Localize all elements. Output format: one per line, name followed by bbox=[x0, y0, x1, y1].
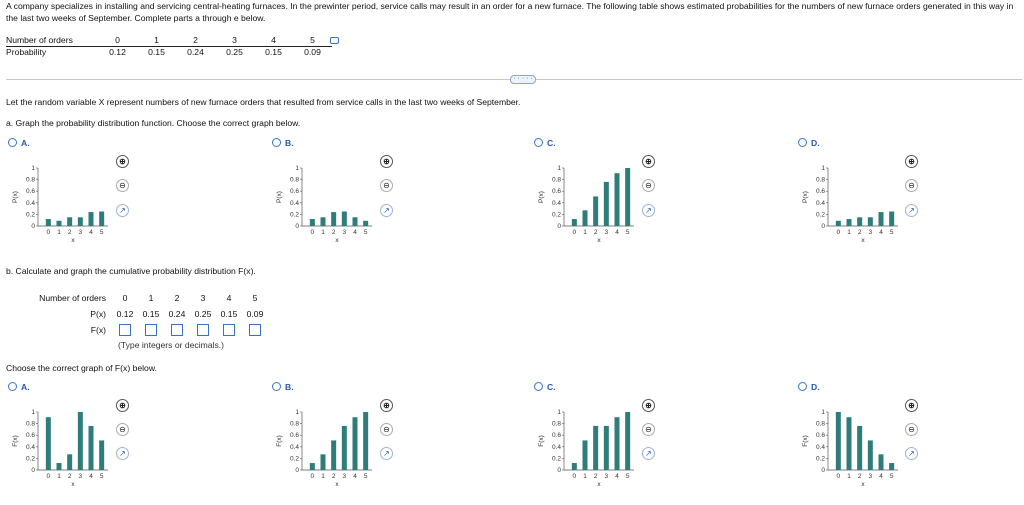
x-tick-label: 4 bbox=[353, 229, 357, 236]
zoom-in-icon[interactable]: ⊕ bbox=[380, 399, 393, 412]
bar bbox=[99, 440, 104, 470]
y-tick-label: 0 bbox=[31, 223, 35, 230]
bar bbox=[857, 217, 862, 226]
y-tick-label: 0.2 bbox=[551, 455, 561, 463]
bar bbox=[868, 440, 873, 470]
x-axis-label: x bbox=[861, 237, 865, 244]
prob-cell: 0.09 bbox=[304, 46, 321, 57]
bar bbox=[879, 212, 884, 226]
pdf-chart-option-a bbox=[8, 160, 118, 244]
zoom-in-icon[interactable]: ⊕ bbox=[116, 155, 129, 168]
y-tick-label: 0 bbox=[821, 223, 825, 230]
y-tick-label: 1 bbox=[295, 409, 299, 416]
popout-icon[interactable]: ↗ bbox=[116, 447, 129, 460]
radio-b-option-b[interactable] bbox=[272, 382, 281, 391]
zoom-in-icon[interactable]: ⊕ bbox=[905, 399, 918, 412]
y-tick-label: 0.4 bbox=[551, 443, 561, 451]
cdf-px-label: P(x) bbox=[90, 309, 106, 319]
prob-cell: 0.25 bbox=[226, 46, 243, 57]
x-tick-label: 1 bbox=[583, 473, 587, 480]
x-tick-label: 5 bbox=[363, 473, 368, 480]
x-tick-label: 4 bbox=[353, 473, 357, 480]
popout-icon[interactable]: ↗ bbox=[380, 447, 393, 460]
order-cell: 2 bbox=[176, 35, 215, 46]
cdf-order-cell: 2 bbox=[174, 293, 180, 303]
prob-cell: 0.15 bbox=[265, 46, 282, 57]
option-d-label: D. bbox=[811, 138, 820, 148]
y-tick-label: 0.4 bbox=[25, 199, 35, 207]
y-tick-label: 1 bbox=[557, 409, 561, 416]
bar bbox=[310, 219, 315, 226]
bar bbox=[67, 454, 72, 470]
x-tick-label: 2 bbox=[857, 473, 862, 480]
zoom-out-icon[interactable]: ⊖ bbox=[642, 179, 655, 192]
x-tick-label: 4 bbox=[89, 229, 93, 236]
x-tick-label: 2 bbox=[593, 473, 598, 480]
prob-cell: 0.24 bbox=[187, 46, 204, 57]
y-tick-label: 0.8 bbox=[289, 420, 299, 428]
bar bbox=[353, 417, 358, 470]
x-tick-label: 0 bbox=[836, 229, 841, 236]
cdf-order-cell: 0 bbox=[122, 293, 128, 303]
cdf-order-cell: 4 bbox=[226, 293, 232, 303]
y-axis-label: F(x) bbox=[12, 435, 19, 447]
zoom-out-icon[interactable]: ⊖ bbox=[905, 179, 918, 192]
y-tick-label: 1 bbox=[821, 409, 825, 416]
y-tick-label: 0.8 bbox=[551, 176, 561, 184]
bar bbox=[331, 212, 336, 226]
bar bbox=[615, 173, 620, 226]
x-tick-label: 0 bbox=[46, 473, 51, 480]
bar bbox=[879, 454, 884, 470]
bar bbox=[572, 219, 577, 226]
zoom-out-icon[interactable]: ⊖ bbox=[905, 423, 918, 436]
bar bbox=[625, 412, 630, 470]
y-axis-label: F(x) bbox=[538, 435, 545, 447]
cdf-order-cell: 3 bbox=[200, 293, 206, 303]
radio-b-option-c[interactable] bbox=[534, 382, 543, 391]
bar bbox=[67, 217, 72, 226]
y-tick-label: 0.8 bbox=[551, 420, 561, 428]
option-d-label: D. bbox=[811, 382, 820, 392]
bar bbox=[583, 440, 588, 470]
cdf-order-cell: 1 bbox=[148, 293, 154, 303]
x-tick-label: 5 bbox=[99, 473, 104, 480]
option-c-label: C. bbox=[547, 138, 556, 148]
bar bbox=[89, 426, 94, 470]
zoom-out-icon[interactable]: ⊖ bbox=[642, 423, 655, 436]
bar bbox=[321, 454, 326, 470]
part-a-prompt: a. Graph the probability distribution function. Choose the correct graph below. bbox=[6, 118, 301, 128]
fx-input-4[interactable] bbox=[223, 324, 235, 336]
x-tick-label: 0 bbox=[836, 473, 841, 480]
input-hint: (Type integers or decimals.) bbox=[118, 340, 225, 350]
cdf-prob-cell: 0.15 bbox=[220, 309, 238, 319]
more-button[interactable]: · · · · · bbox=[510, 75, 536, 84]
y-axis-label: F(x) bbox=[802, 435, 809, 447]
x-tick-label: 3 bbox=[868, 229, 873, 236]
cdf-table bbox=[30, 290, 268, 338]
fx-input-2[interactable] bbox=[171, 324, 183, 336]
x-tick-label: 3 bbox=[342, 229, 347, 236]
y-tick-label: 0.4 bbox=[551, 199, 561, 207]
x-tick-label: 4 bbox=[879, 229, 883, 236]
cdf-chart-option-b bbox=[272, 404, 382, 488]
x-tick-label: 2 bbox=[67, 473, 72, 480]
zoom-out-icon[interactable]: ⊖ bbox=[380, 179, 393, 192]
x-tick-label: 3 bbox=[78, 229, 83, 236]
popout-icon[interactable]: ↗ bbox=[905, 204, 918, 217]
cdf-chart-option-d bbox=[798, 404, 908, 488]
prob-cell: 0.15 bbox=[148, 46, 165, 57]
x-tick-label: 4 bbox=[615, 473, 619, 480]
bar bbox=[593, 196, 598, 226]
popout-icon[interactable]: ↗ bbox=[116, 204, 129, 217]
radio-a-option-b[interactable] bbox=[272, 138, 281, 147]
x-tick-label: 0 bbox=[310, 473, 315, 480]
bar bbox=[836, 221, 841, 226]
cdf-prob-cell: 0.15 bbox=[142, 309, 160, 319]
x-tick-label: 2 bbox=[331, 473, 336, 480]
x-tick-label: 5 bbox=[889, 229, 894, 236]
bar bbox=[57, 463, 62, 470]
bar bbox=[889, 463, 894, 470]
x-tick-label: 5 bbox=[363, 229, 368, 236]
y-axis-label: P(x) bbox=[538, 191, 545, 203]
y-tick-label: 0.8 bbox=[815, 420, 825, 428]
y-tick-label: 0 bbox=[557, 467, 561, 474]
cdf-chart-option-c bbox=[534, 404, 644, 488]
cdf-orders-label: Number of orders bbox=[39, 293, 106, 303]
cdf-fx-label: F(x) bbox=[90, 325, 106, 335]
y-tick-label: 0.2 bbox=[289, 455, 299, 463]
y-tick-label: 1 bbox=[31, 165, 35, 172]
bar bbox=[857, 426, 862, 470]
x-axis-label: x bbox=[597, 481, 601, 488]
radio-a-option-d[interactable] bbox=[798, 138, 807, 147]
zoom-in-icon[interactable]: ⊕ bbox=[116, 399, 129, 412]
pdf-chart-option-c bbox=[534, 160, 644, 244]
x-tick-label: 3 bbox=[342, 473, 347, 480]
x-tick-label: 3 bbox=[78, 473, 83, 480]
bar bbox=[331, 440, 336, 470]
prob-cell: 0.12 bbox=[109, 46, 126, 57]
x-tick-label: 0 bbox=[572, 473, 577, 480]
y-tick-label: 0.2 bbox=[815, 211, 825, 219]
probability-table bbox=[6, 35, 332, 57]
x-tick-label: 2 bbox=[857, 229, 862, 236]
option-b-label: B. bbox=[285, 382, 294, 392]
zoom-out-icon[interactable]: ⊖ bbox=[380, 423, 393, 436]
y-tick-label: 0.6 bbox=[551, 432, 561, 440]
option-a-label: A. bbox=[21, 138, 30, 148]
order-cell: 5 bbox=[293, 35, 332, 46]
y-tick-label: 0.6 bbox=[551, 188, 561, 196]
x-tick-label: 2 bbox=[331, 229, 336, 236]
popout-icon[interactable]: ↗ bbox=[642, 204, 655, 217]
bar bbox=[342, 426, 347, 470]
cdf-prob-cell: 0.24 bbox=[168, 309, 186, 319]
option-c-label: C. bbox=[547, 382, 556, 392]
x-tick-label: 3 bbox=[604, 473, 609, 480]
option-b-label: B. bbox=[285, 138, 294, 148]
bar bbox=[78, 217, 83, 226]
popout-icon[interactable]: ↗ bbox=[642, 447, 655, 460]
y-tick-label: 1 bbox=[31, 409, 35, 416]
bar bbox=[363, 412, 368, 470]
cdf-order-cell: 5 bbox=[252, 293, 258, 303]
x-tick-label: 1 bbox=[57, 229, 61, 236]
y-tick-label: 0 bbox=[31, 467, 35, 474]
x-axis-label: x bbox=[71, 237, 75, 244]
probability-row-label: Probability bbox=[6, 46, 47, 57]
y-tick-label: 0.6 bbox=[25, 188, 35, 196]
bar bbox=[847, 417, 852, 470]
bar bbox=[353, 217, 358, 226]
x-tick-label: 2 bbox=[593, 229, 598, 236]
pdf-chart-option-d bbox=[798, 160, 908, 244]
radio-a-option-a[interactable] bbox=[8, 138, 17, 147]
y-tick-label: 1 bbox=[557, 165, 561, 172]
x-tick-label: 5 bbox=[889, 473, 894, 480]
bar bbox=[310, 463, 315, 470]
y-tick-label: 0.2 bbox=[25, 211, 35, 219]
pdf-chart-option-b bbox=[272, 160, 382, 244]
bar bbox=[625, 168, 630, 226]
x-axis-label: x bbox=[71, 481, 75, 488]
bar bbox=[46, 417, 51, 470]
zoom-in-icon[interactable]: ⊕ bbox=[642, 399, 655, 412]
bar bbox=[572, 463, 577, 470]
y-tick-label: 1 bbox=[821, 165, 825, 172]
bar bbox=[836, 412, 841, 470]
order-cell: 1 bbox=[137, 35, 176, 46]
order-cell: 4 bbox=[254, 35, 293, 46]
x-axis-label: x bbox=[335, 237, 339, 244]
y-tick-label: 0.4 bbox=[25, 443, 35, 451]
y-tick-label: 0 bbox=[295, 223, 299, 230]
y-axis-label: F(x) bbox=[276, 435, 283, 447]
x-tick-label: 1 bbox=[321, 473, 325, 480]
y-tick-label: 0 bbox=[821, 467, 825, 474]
variable-definition: Let the random variable X represent numbers of new furnace orders that resulted from service calls in the last two weeks of September. bbox=[6, 97, 521, 107]
y-tick-label: 0.6 bbox=[815, 188, 825, 196]
fx-input-0[interactable] bbox=[119, 324, 131, 336]
x-axis-label: x bbox=[597, 237, 601, 244]
radio-a-option-c[interactable] bbox=[534, 138, 543, 147]
bar bbox=[583, 210, 588, 226]
bar bbox=[363, 221, 368, 226]
radio-b-option-a[interactable] bbox=[8, 382, 17, 391]
cdf-prob-cell: 0.12 bbox=[116, 309, 134, 319]
bar bbox=[889, 212, 894, 227]
bar bbox=[89, 212, 94, 226]
zoom-in-icon[interactable]: ⊕ bbox=[380, 155, 393, 168]
bar bbox=[99, 212, 104, 227]
y-tick-label: 0.8 bbox=[289, 176, 299, 184]
zoom-in-icon[interactable]: ⊕ bbox=[905, 155, 918, 168]
problem-intro: A company specializes in installing and servicing central-heating furnaces. In the prewinter period, service calls may result in an order for a new furnace. The following table shows estimated probabilities for the numbers of new furnace orders generated in this way in the last two weeks of September. Complete parts a through e below. bbox=[6, 1, 1014, 23]
x-tick-label: 5 bbox=[625, 229, 630, 236]
y-tick-label: 0 bbox=[295, 467, 299, 474]
popout-icon[interactable]: ↗ bbox=[380, 204, 393, 217]
x-tick-label: 4 bbox=[89, 473, 93, 480]
y-tick-label: 0.6 bbox=[815, 432, 825, 440]
x-tick-label: 0 bbox=[46, 229, 51, 236]
cdf-prob-cell: 0.25 bbox=[194, 309, 212, 319]
x-axis-label: x bbox=[335, 481, 339, 488]
choose-cdf-prompt: Choose the correct graph of F(x) below. bbox=[6, 363, 157, 373]
x-tick-label: 0 bbox=[572, 229, 577, 236]
zoom-out-icon[interactable]: ⊖ bbox=[116, 179, 129, 192]
zoom-out-icon[interactable]: ⊖ bbox=[116, 423, 129, 436]
y-tick-label: 0.6 bbox=[25, 432, 35, 440]
bar bbox=[593, 426, 598, 470]
y-tick-label: 1 bbox=[295, 165, 299, 172]
order-cell: 3 bbox=[215, 35, 254, 46]
bar bbox=[868, 217, 873, 226]
radio-b-option-d[interactable] bbox=[798, 382, 807, 391]
copy-table-icon[interactable] bbox=[330, 37, 339, 44]
fx-input-1[interactable] bbox=[145, 324, 157, 336]
y-tick-label: 0 bbox=[557, 223, 561, 230]
zoom-in-icon[interactable]: ⊕ bbox=[642, 155, 655, 168]
y-tick-label: 0.8 bbox=[25, 176, 35, 184]
x-tick-label: 3 bbox=[868, 473, 873, 480]
x-tick-label: 5 bbox=[625, 473, 630, 480]
option-a-label: A. bbox=[21, 382, 30, 392]
orders-row-label: Number of orders bbox=[6, 35, 98, 46]
bar bbox=[57, 221, 62, 226]
bar bbox=[615, 417, 620, 470]
bar bbox=[604, 426, 609, 470]
y-axis-label: P(x) bbox=[802, 191, 809, 203]
y-tick-label: 0.6 bbox=[289, 188, 299, 196]
y-tick-label: 0.2 bbox=[25, 455, 35, 463]
bar bbox=[847, 219, 852, 226]
x-tick-label: 5 bbox=[99, 229, 104, 236]
cdf-chart-option-a bbox=[8, 404, 118, 488]
y-tick-label: 0.2 bbox=[551, 211, 561, 219]
y-tick-label: 0.2 bbox=[815, 455, 825, 463]
bar bbox=[46, 219, 51, 226]
y-axis-label: P(x) bbox=[276, 191, 283, 203]
y-tick-label: 0.4 bbox=[289, 443, 299, 451]
bar bbox=[78, 412, 83, 470]
y-tick-label: 0.4 bbox=[815, 199, 825, 207]
x-tick-label: 1 bbox=[321, 229, 325, 236]
bar bbox=[342, 212, 347, 227]
y-tick-label: 0.6 bbox=[289, 432, 299, 440]
x-tick-label: 4 bbox=[615, 229, 619, 236]
y-tick-label: 0.4 bbox=[815, 443, 825, 451]
bar bbox=[321, 217, 326, 226]
x-axis-label: x bbox=[861, 481, 865, 488]
x-tick-label: 1 bbox=[847, 229, 851, 236]
x-tick-label: 1 bbox=[57, 473, 61, 480]
x-tick-label: 0 bbox=[310, 229, 315, 236]
y-tick-label: 0.4 bbox=[289, 199, 299, 207]
x-tick-label: 2 bbox=[67, 229, 72, 236]
x-tick-label: 1 bbox=[847, 473, 851, 480]
y-axis-label: P(x) bbox=[12, 191, 19, 203]
fx-input-3[interactable] bbox=[197, 324, 209, 336]
x-tick-label: 4 bbox=[879, 473, 883, 480]
x-tick-label: 3 bbox=[604, 229, 609, 236]
cdf-prob-cell: 0.09 bbox=[246, 309, 264, 319]
fx-input-5[interactable] bbox=[249, 324, 261, 336]
popout-icon[interactable]: ↗ bbox=[905, 447, 918, 460]
part-b-prompt: b. Calculate and graph the cumulative probability distribution F(x). bbox=[6, 266, 256, 276]
order-cell: 0 bbox=[98, 35, 137, 46]
y-tick-label: 0.8 bbox=[25, 420, 35, 428]
x-tick-label: 1 bbox=[583, 229, 587, 236]
y-tick-label: 0.2 bbox=[289, 211, 299, 219]
bar bbox=[604, 182, 609, 226]
y-tick-label: 0.8 bbox=[815, 176, 825, 184]
